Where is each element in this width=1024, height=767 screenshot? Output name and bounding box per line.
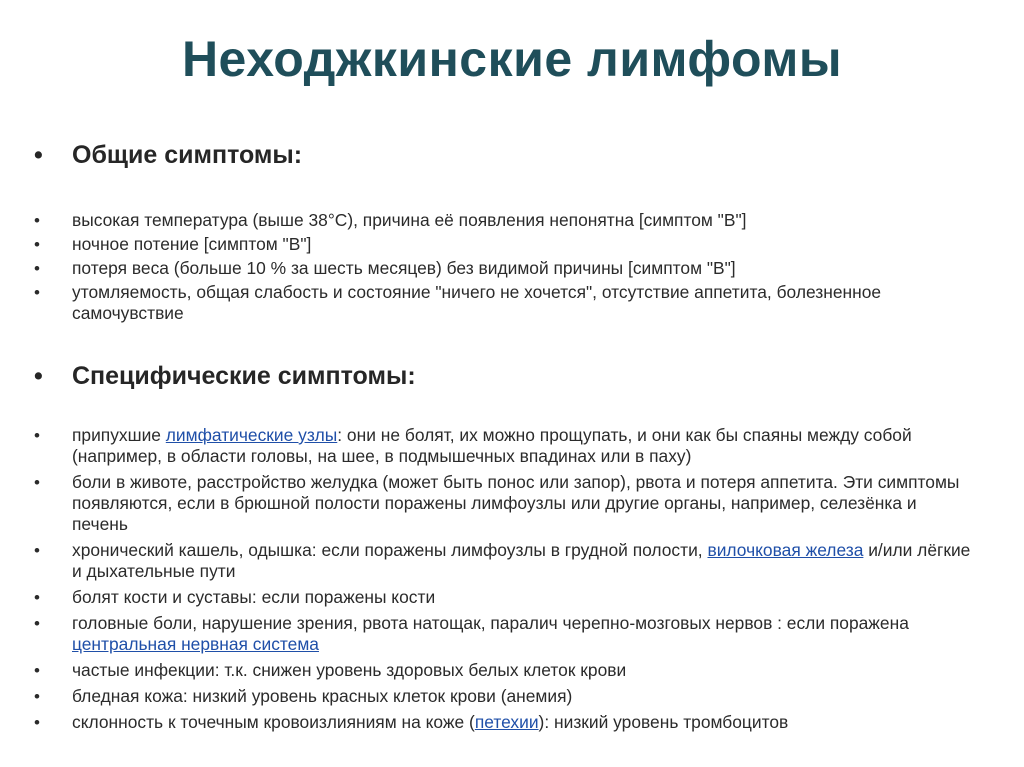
list-item xyxy=(34,660,974,681)
list-item-text-pre: хронический кашель, одышка: если поражены лимфоузлы в грудной полости, xyxy=(72,540,708,560)
general-symptoms-list xyxy=(34,210,974,324)
lymph-nodes-link[interactable]: лимфатические узлы xyxy=(165,425,338,445)
bullet-icon: • xyxy=(34,235,40,254)
list-item xyxy=(34,613,974,655)
bullet-icon: • xyxy=(34,687,40,706)
list-item xyxy=(34,712,974,733)
list-item-text-pre: головные боли, нарушение зрения, рвота натощак, паралич черепно-мозговых нервов : если поражена xyxy=(72,613,909,633)
specific-symptoms-heading xyxy=(34,361,974,391)
specific-symptoms-list xyxy=(34,425,974,733)
list-item-text: боли в животе, расстройство желудка (может быть понос или запор), рвота и потеря аппетита. Эти симптомы появляются, если в брюшной полости поражены лимфоузлы или другие органы, например, селезёнка и печень xyxy=(72,472,960,534)
bullet-icon: • xyxy=(34,661,40,680)
list-item xyxy=(34,425,974,467)
general-symptoms-heading xyxy=(34,140,974,170)
list-item-text: высокая температура (выше 38°C), причина её появления непонятна [симптом "B"] xyxy=(72,210,747,230)
bullet-icon: • xyxy=(34,541,40,560)
list-item-text-post: и/или лёгкие и дыхательные пути xyxy=(72,540,971,581)
list-item-text: болят кости и суставы: если поражены кости xyxy=(72,587,436,607)
bullet-icon: • xyxy=(34,211,40,230)
bullet-icon: • xyxy=(34,614,40,633)
list-item xyxy=(34,686,974,707)
bullet-icon: • xyxy=(34,283,40,302)
list-item xyxy=(34,282,974,324)
list-item xyxy=(34,540,974,582)
bullet-icon: • xyxy=(34,141,43,169)
list-item-text-post: ): низкий уровень тромбоцитов xyxy=(538,712,789,732)
specific-symptoms-heading-text: Специфические симптомы: xyxy=(72,362,416,390)
slide-title: Неходжкинские лимфомы xyxy=(181,31,843,87)
list-item-text: ночное потение [симптом "B"] xyxy=(72,234,312,254)
bullet-icon: • xyxy=(34,588,40,607)
general-symptoms-heading-text: Общие симптомы: xyxy=(72,141,303,169)
petechiae-link[interactable]: петехии xyxy=(474,712,539,732)
list-item-text-post: : они не болят, их можно прощупать, и они как бы спаяны между собой (например, в области головы, на шее, в подмышечных впадинах или в паху) xyxy=(72,425,912,466)
list-item xyxy=(34,234,974,255)
list-item-text-pre: припухшие xyxy=(72,425,166,445)
specific-symptoms-list-block xyxy=(34,425,974,738)
list-item-text: частые инфекции: т.к. снижен уровень здоровых белых клеток крови xyxy=(72,660,627,680)
list-item-text: утомляемость, общая слабость и состояние "ничего не хочется", отсутствие аппетита, болезненное самочувствие xyxy=(72,282,882,323)
bullet-icon: • xyxy=(34,426,40,445)
thymus-link[interactable]: вилочковая железа xyxy=(707,540,864,560)
general-symptoms-heading-block xyxy=(34,140,974,170)
cns-link[interactable]: центральная нервная система xyxy=(72,634,319,654)
general-symptoms-list-block xyxy=(34,210,974,327)
list-item xyxy=(34,587,974,608)
list-item-text: бледная кожа: низкий уровень красных клеток крови (анемия) xyxy=(72,686,573,706)
bullet-icon: • xyxy=(34,713,40,732)
list-item-text: потеря веса (больше 10 % за шесть месяцев) без видимой причины [симптом "B"] xyxy=(72,258,736,278)
bullet-icon: • xyxy=(34,473,40,492)
list-item xyxy=(34,210,974,231)
list-item xyxy=(34,472,974,535)
list-item-text-pre: склонность к точечным кровоизлияниям на коже ( xyxy=(72,712,475,732)
bullet-icon: • xyxy=(34,362,43,390)
specific-symptoms-heading-block xyxy=(34,361,974,391)
bullet-icon: • xyxy=(34,259,40,278)
list-item xyxy=(34,258,974,279)
